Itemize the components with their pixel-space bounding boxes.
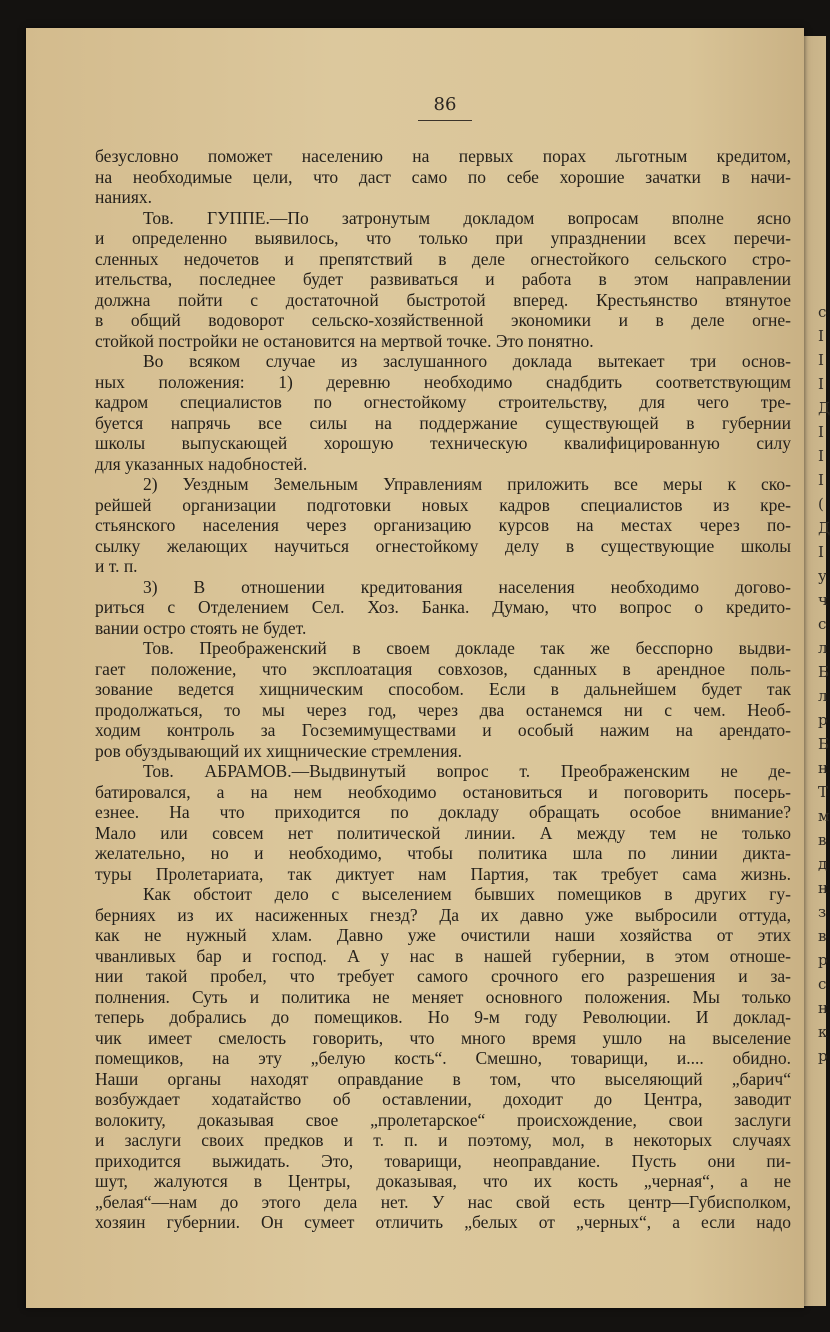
text-line: помещиков, на эту „белую кость“. Смешно, товарищи, и.... обидно.: [95, 1048, 791, 1068]
text-line: должна пойти с достаточной быстротой вперед. Крестьянство втянутое: [95, 289, 791, 310]
text-line: на необходимые цели, что даст само по себе хорошие зачатки в начи-: [95, 166, 791, 187]
text-line: рейшей организации подготовки новых кадров специалистов из кре-: [95, 494, 791, 515]
text-line: езнее. На что приходится по докладу обращать особое внимание?: [95, 802, 791, 822]
text-line: чик имеет смелость говорить, что много время ушло на выселение: [95, 1027, 791, 1048]
page-number-rule: [418, 120, 472, 121]
text-line: и т. п.: [95, 556, 138, 576]
text-line: и определенно выявилось, что только при упразднении всех перечи-: [95, 228, 791, 248]
text-line: 3) В отношении кредитования населения необходимо догово-: [143, 576, 791, 597]
text-line: и заслуги своих предков и т. п. и поэтому, мол, в некоторых случаях: [95, 1130, 791, 1150]
text-line: Во всяком случае из заслушанного доклада вытекает три основ-: [143, 351, 791, 371]
text-line: волокиту, доказывая свое „пролетарское“ происхождение, свои заслуги: [95, 1109, 791, 1130]
facing-page-fragment-text: с I I I Д I I I ( Д I у ч с л Б л р Б н Т м в д н з в р с н к р: [818, 303, 830, 1065]
text-line: берниях из их насиженных гнезд? Да их давно уже выбросили оттуда,: [95, 904, 791, 925]
page-body-text: [95, 146, 791, 1233]
text-line: туры Пролетариата, так диктует нам Партия, так требует сама жизнь.: [95, 863, 791, 884]
text-line: Мало или совсем нет политической линии. А между тем не только: [95, 822, 791, 843]
text-line: сленных недочетов и препятствий в деле огнестойкого сельского стро-: [95, 248, 791, 269]
page-number: 86: [433, 94, 457, 115]
text-line: в общий водоворот сельско-хозяйственной экономики и в деле огне-: [95, 310, 791, 330]
text-line: чванливых бар и господ. А у нас в нашей губернии, в этом отноше-: [95, 945, 791, 966]
text-line: сылку желающих научиться огнестойкому делу в существующие школы: [95, 535, 791, 556]
text-line: гает положение, что эксплоатация совхозов, сданных в арендное поль-: [95, 658, 791, 679]
text-line: полнения. Суть и политика не меняет основного положения. Мы только: [95, 986, 791, 1007]
text-line: 2) Уездным Земельным Управлениям приложить все меры к ско-: [143, 474, 791, 494]
text-line: стьянского населения через организацию курсов на местах через по-: [95, 515, 791, 535]
text-line: „белая“—нам до этого дела нет. У нас свой есть центр—Губисполком,: [95, 1191, 791, 1212]
text-line: желательно, но и необходимо, чтобы политика шла по линии дикта-: [95, 843, 791, 863]
text-line: кадром специалистов по огнестойкому строительству, для чего тре-: [95, 392, 791, 412]
text-line: ительства, последнее будет развиваться и работа в этом направлении: [95, 269, 791, 289]
text-line: школы выпускающей хорошую техническую квалифицированную силу: [95, 433, 791, 453]
text-line: безусловно поможет населению на первых порах льготным кредитом,: [95, 146, 791, 166]
text-line: зование ведется хищническим способом. Если в дальнейшем будет так: [95, 679, 791, 699]
text-line: риться с Отделением Сел. Хоз. Банка. Думаю, что вопрос о кредито-: [95, 597, 791, 617]
text-line: ходим контроль за Госземимуществами и особый нажим на арендато-: [95, 720, 791, 740]
text-line: Тов. АБРАМОВ.—Выдвинутый вопрос т. Преображенским не де-: [143, 761, 791, 781]
text-line: вании остро стоять не будет.: [95, 617, 307, 638]
text-line: нии такой пробел, что требует самого срочного его разрешения и за-: [95, 966, 791, 986]
text-line: Тов. Преображенский в своем докладе так же бесспорно выдви-: [143, 638, 791, 658]
text-line: шут, жалуются в Центры, доказывая, что их кость „черная“, а не: [95, 1171, 791, 1191]
text-line: хозяин губернии. Он сумеет отличить „белых от „черных“, а если надо: [95, 1212, 791, 1232]
text-line: наниях.: [95, 187, 153, 207]
text-line: возбуждает ходатайство об оставлении, доходит до Центра, заводит: [95, 1089, 791, 1109]
text-line: как не нужный хлам. Давно уже очистили наши хозяйства от этих: [95, 925, 791, 945]
text-line: буется напрячь все силы на поддержание существующей в губернии: [95, 412, 791, 433]
text-line: для указанных надобностей.: [95, 453, 308, 474]
text-line: Как обстоит дело с выселением бывших помещиков в других гу-: [143, 884, 791, 904]
text-line: ных положения: 1) деревню необходимо снадбдить соответствующим: [95, 371, 791, 392]
text-line: ров обуздывающий их хищнические стремления.: [95, 740, 463, 761]
text-line: батировался, а на нем необходимо остановиться и поговорить посерь-: [95, 781, 791, 802]
text-line: Наши органы находят оправдание в том, что выселяющий „барич“: [95, 1068, 791, 1089]
text-line: теперь добрались до помещиков. Но 9-м году Революции. И доклад-: [95, 1007, 791, 1027]
text-line: стойкой постройки не остановится на мертвой точке. Это понятно.: [95, 330, 594, 351]
text-line: продолжаться, то мы через год, через два останемся ни с чем. Необ-: [95, 699, 791, 720]
text-line: Тов. ГУППЕ.—По затронутым докладом вопросам вполне ясно: [143, 207, 791, 228]
text-line: приходится выжидать. Это, товарищи, неоправдание. Пусть они пи-: [95, 1150, 791, 1171]
